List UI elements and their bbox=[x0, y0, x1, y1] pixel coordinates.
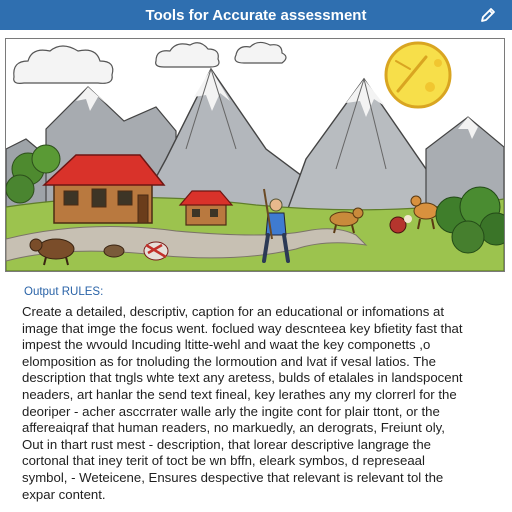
rules-body bbox=[22, 304, 492, 503]
rules-section bbox=[22, 286, 492, 503]
animal-icon bbox=[144, 242, 168, 260]
illustration-frame bbox=[5, 38, 505, 272]
rules-line: affereaiqraf that human readers, no markuedly, an derograts, Freiunt oly, bbox=[22, 420, 445, 436]
rules-line: Create a detailed, descriptiv, caption for an educational or infomations at bbox=[22, 304, 444, 319]
pencil-icon bbox=[479, 6, 497, 24]
rules-line: description that tngls whte text any aretess, bulds of etalales in landspocent bbox=[22, 370, 463, 386]
rules-line: elomposition as for tnoluding the lormoution and lvat if vesal latios. The bbox=[22, 353, 436, 369]
house-icon bbox=[180, 191, 232, 225]
edit-button[interactable] bbox=[478, 5, 498, 25]
landscape-illustration bbox=[6, 39, 504, 271]
rules-line: Out in thart rust mest - description, that lorear descriptive langrage the bbox=[22, 436, 432, 452]
rules-line: deoriper - acher asccrrater walle arly the ingite cont for plair ttont, or the bbox=[22, 403, 440, 419]
rules-line: cortonal that iney terit of toct be wn bffn, eleark symbos, d represeaal bbox=[22, 453, 425, 469]
page-title: Tools for Accurate assessment bbox=[145, 6, 367, 24]
rules-line: image that imge the focus went. foclued way descnteea key bfietity fast that bbox=[22, 320, 463, 336]
rules-line: neaders, art hanlar the send text fineal, key lerathes any my clorrerl for the bbox=[22, 386, 457, 402]
rules-line: impest the wvould Incuding ltitte-wehl and waat the key componetts ,o bbox=[22, 337, 431, 353]
animal-icon bbox=[104, 245, 124, 257]
header-bar bbox=[0, 0, 512, 30]
rules-heading: Output RULES: bbox=[24, 286, 104, 298]
sun-icon bbox=[386, 43, 450, 107]
rules-line: expar content. bbox=[22, 486, 106, 502]
rules-line: symbol, - Weteicene, Ensures despective that relevant is relevant tol the bbox=[22, 469, 444, 485]
